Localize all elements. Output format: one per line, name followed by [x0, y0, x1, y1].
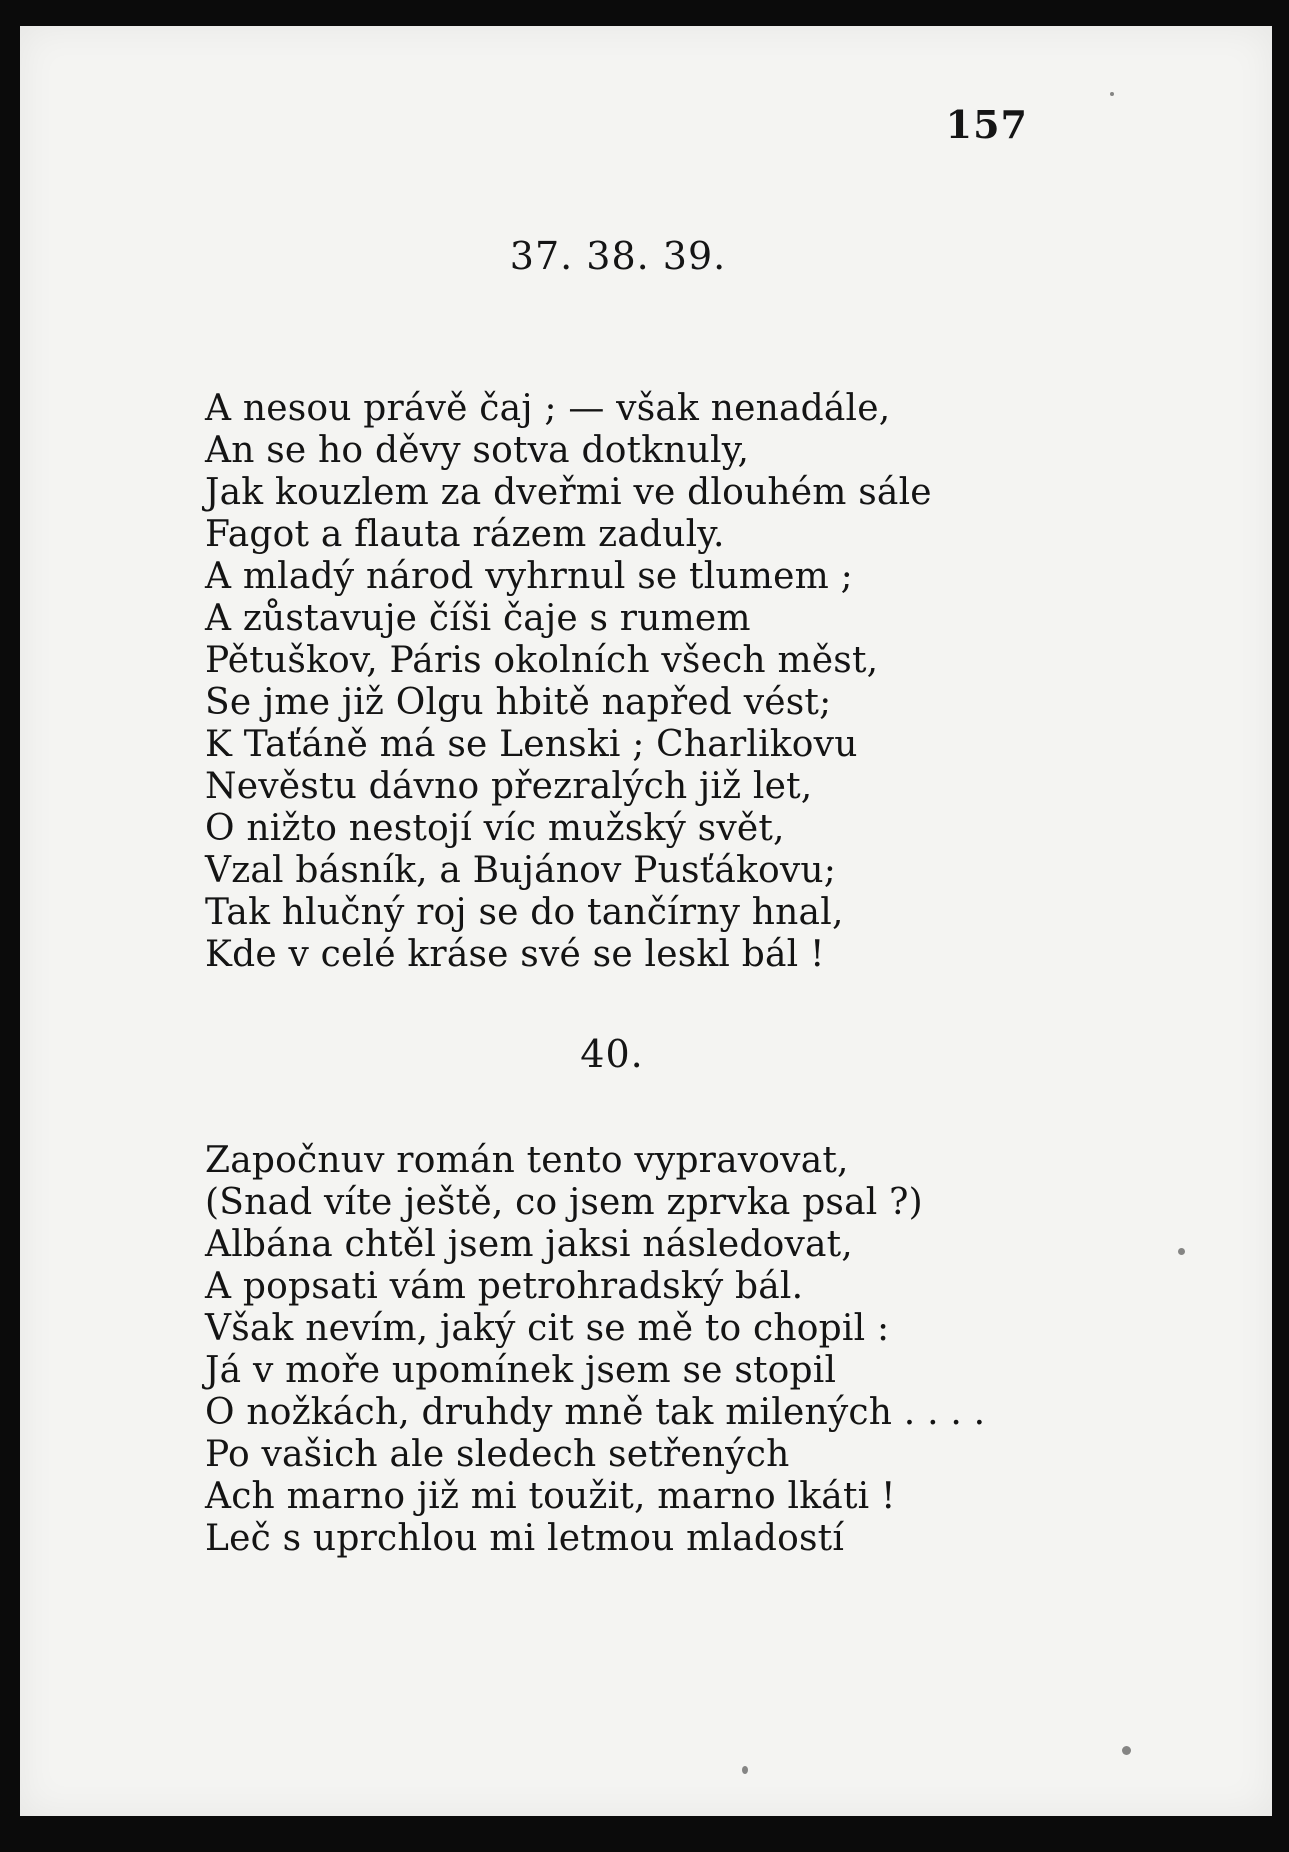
stanza-40: [205, 1140, 985, 1560]
verse-line: Však nevím, jaký cit se mě to chopil :: [205, 1308, 890, 1349]
verse-line: A mladý národ vyhrnul se tlumem ;: [205, 556, 853, 597]
ink-speck: [1110, 92, 1114, 96]
ink-speck: [1178, 1248, 1185, 1255]
verse-line: O nožkách, druhdy mně tak milených . . . .: [205, 1392, 986, 1433]
verse-line: Albána chtěl jsem jaksi následovat,: [205, 1224, 853, 1265]
verse-line: An se ho děvy sotva dotknuly,: [205, 430, 750, 471]
verse-line: Ach marno již mi toužit, marno lkáti !: [205, 1476, 896, 1517]
verse-line: K Taťáně má se Lenski ; Charlikovu: [205, 724, 858, 765]
verse-line: Se jme již Olgu hbitě napřed vést;: [205, 682, 832, 723]
verse-line: Vzal básník, a Bujánov Pusťákovu;: [205, 850, 837, 891]
verse-line: A zůstavuje číši čaje s rumem: [205, 598, 751, 639]
verse-line: Nevěstu dávno přezralých již let,: [205, 766, 813, 807]
verse-line: O nižto nestojí víc mužský svět,: [205, 808, 785, 849]
verse-line: Kde v celé kráse své se leskl bál !: [205, 934, 825, 975]
verse-line: Jak kouzlem za dveřmi ve dlouhém sále: [205, 472, 932, 513]
verse-line: Já v moře upomínek jsem se stopil: [205, 1350, 837, 1391]
section-heading-40: 40.: [580, 1032, 644, 1076]
verse-line: Po vašich ale sledech setřených: [205, 1434, 790, 1475]
verse-line: A popsati vám petrohradský bál.: [205, 1266, 804, 1307]
verse-line: Fagot a flauta rázem zaduly.: [205, 514, 725, 555]
ink-speck: [1122, 1746, 1131, 1755]
verse-line: Leč s uprchlou mi letmou mladostí: [205, 1518, 845, 1559]
page-number: 157: [945, 102, 1028, 147]
section-heading-37-38-39: 37. 38. 39.: [509, 234, 727, 278]
verse-line: Pětuškov, Páris okolních všech měst,: [205, 640, 879, 681]
book-page: [20, 26, 1272, 1816]
verse-line: Tak hlučný roj se do tančírny hnal,: [205, 892, 844, 933]
verse-line: A nesou právě čaj ; — však nenadále,: [205, 388, 891, 429]
verse-line: Započnuv román tento vypravovat,: [205, 1140, 849, 1181]
ink-speck: [742, 1766, 748, 1774]
stanza-37-38-39: [205, 388, 932, 976]
verse-line: (Snad víte ještě, co jsem zprvka psal ?): [205, 1182, 923, 1223]
